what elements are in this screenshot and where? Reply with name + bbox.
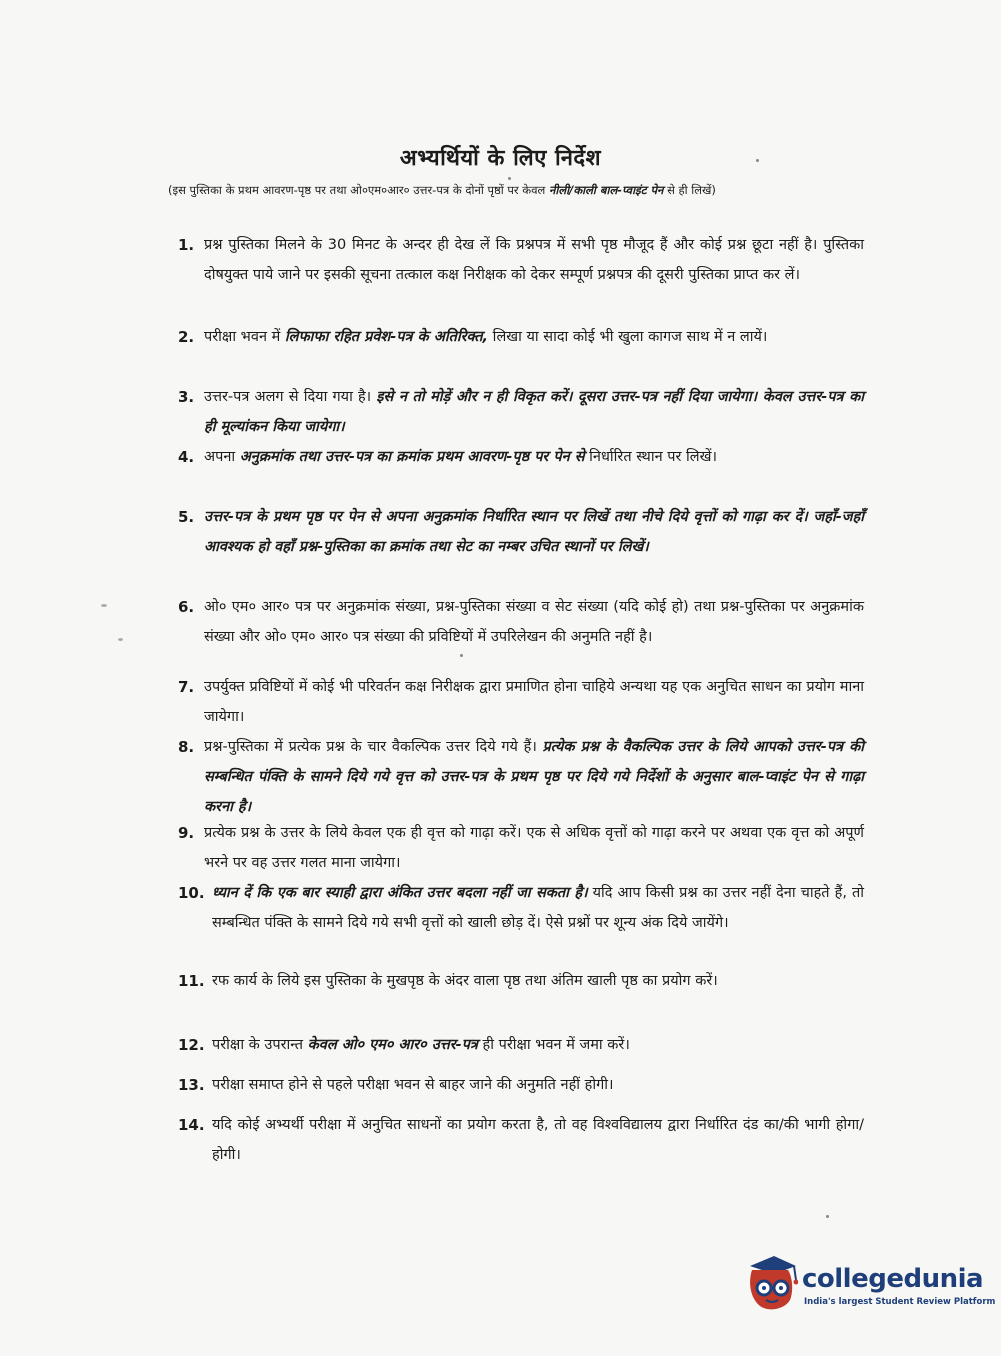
item-number: 6. [178, 598, 195, 616]
item-number: 7. [178, 678, 195, 696]
item-number: 11. [178, 972, 205, 990]
item-number: 2. [178, 328, 195, 346]
item-text-plain: प्रश्न-पुस्तिका में प्रत्येक प्रश्न के चार वैकल्पिक उत्तर दिये गये हैं। [204, 739, 543, 755]
item-number: 1. [178, 236, 195, 254]
item-text-emphasis: अनुक्रमांक तथा उत्तर-पत्र का क्रमांक प्रथम आवरण-पृष्ठ पर पेन से [239, 449, 585, 465]
scan-speck [756, 159, 759, 162]
item-text-emphasis: लिफाफा रहित प्रवेश-पत्र के अतिरिक्त, [284, 329, 489, 345]
item-number: 4. [178, 448, 195, 466]
item-text [204, 442, 864, 472]
scan-speck [508, 177, 511, 180]
subtitle-prefix: (इस पुस्तिका के प्रथम आवरण-पृष्ठ पर तथा ओ०एम०आर० उत्तर-पत्र के दोनों पृष्ठों पर केवल [168, 183, 549, 197]
item-text: प्रत्येक प्रश्न के उत्तर के लिये केवल एक ही वृत्त को गाढ़ा करें। एक से अधिक वृत्तों को गाढ़ा करने पर अथवा एक वृत्त को अपूर्ण भरने पर वह उत्तर गलत माना जायेगा। [204, 825, 864, 871]
item-number: 12. [178, 1036, 205, 1054]
item-text-emphasis: इसे न तो मोड़ें और न ही विकृत करें। दूसरा उत्तर-पत्र नहीं दिया जायेगा। केवल उत्तर-पत्र का ही मूल्यांकन किया जायेगा। [204, 389, 864, 435]
item-text-emphasis: ध्यान दें कि एक बार स्याही द्वारा अंकित उत्तर बदला नहीं जा सकता है। [212, 885, 588, 901]
brand-tagline: India's largest Student Review Platform [804, 1297, 996, 1307]
item-number: 8. [178, 738, 195, 756]
page-title: अभ्यर्थियों के लिए निर्देश [399, 146, 602, 171]
item-text: परीक्षा समाप्त होने से पहले परीक्षा भवन से बाहर जाने की अनुमति नहीं होगी। [212, 1077, 614, 1093]
item-text-plain: परीक्षा के उपरान्त [212, 1037, 308, 1053]
item-text [204, 732, 864, 822]
item-text [212, 1030, 864, 1060]
item-text: रफ कार्य के लिये इस पुस्तिका के मुखपृष्ठ के अंदर वाला पृष्ठ तथा अंतिम खाली पृष्ठ का प्रयोग करें। [212, 973, 718, 989]
item-text-plain: लिखा या सादा कोई भी खुला कागज साथ में न लायें। [488, 329, 768, 345]
item-text: यदि कोई अभ्यर्थी परीक्षा में अनुचित साधनों का प्रयोग करता है, तो वह विश्वविद्यालय द्वारा निर्धारित दंड का/की भागी होगा/होगी। [212, 1117, 864, 1163]
item-text-plain: परीक्षा भवन में [204, 329, 285, 345]
item-text [204, 382, 864, 442]
mascot-icon [744, 1252, 798, 1312]
item-text: ओ० एम० आर० पत्र पर अनुक्रमांक संख्या, प्रश्न-पुस्तिका संख्या व सेट संख्या (यदि कोई हो) तथा प्रश्न-पुस्तिका पर अनुक्रमांक संख्या और ओ० एम० आर० पत्र संख्या की प्रविष्टियों में उपरिलेखन की अनुमति नहीं है। [204, 599, 864, 645]
item-text-emphasis: उत्तर-पत्र के प्रथम पृष्ठ पर पेन से अपना अनुक्रमांक निर्धारित स्थान पर लिखें तथा नीचे दिये वृत्तों को गाढ़ा कर दें। जहाँ-जहाँ आवश्यक हो वहाँ प्रश्न-पुस्तिका का क्रमांक तथा सेट का नम्बर उचित स्थानों पर लिखें। [204, 509, 864, 555]
item-number: 3. [178, 388, 195, 406]
item-text: उपर्युक्त प्रविष्टियों में कोई भी परिवर्तन कक्ष निरीक्षक द्वारा प्रमाणित होना चाहिये अन्यथा यह एक अनुचित साधन का प्रयोग माना जायेगा। [204, 679, 864, 725]
item-text-plain: निर्धारित स्थान पर लिखें। [584, 449, 717, 465]
item-number: 10. [178, 884, 205, 902]
subtitle-suffix: से ही लिखें) [663, 183, 716, 197]
brand-name: collegedunia [802, 1264, 984, 1294]
item-text-plain: यदि आप किसी प्रश्न का उत्तर नहीं देना चाहते हैं, तो सम्बन्धित पंक्ति के सामने दिये गये सभी वृत्तों को खाली छोड़ दें। ऐसे प्रश्नों पर शून्य अंक दिये जायेंगे। [212, 885, 864, 931]
scan-speck [101, 604, 107, 607]
item-number: 5. [178, 508, 195, 526]
item-text-emphasis: केवल ओ० एम० आर० उत्तर-पत्र [307, 1037, 478, 1053]
item-text [212, 878, 864, 938]
item-number: 9. [178, 824, 195, 842]
item-text-plain: अपना [204, 449, 240, 465]
item-text: प्रश्न पुस्तिका मिलने के 30 मिनट के अन्दर ही देख लें कि प्रश्नपत्र में सभी पृष्ठ मौजूद हैं और कोई प्रश्न छूटा नहीं है। पुस्तिका दोषयुक्त पाये जाने पर इसकी सूचना तत्काल कक्ष निरीक्षक को देकर सम्पूर्ण प्रश्नपत्र की दूसरी पुस्तिका प्राप्त कर लें। [204, 237, 864, 283]
item-text [204, 502, 864, 562]
item-number: 14. [178, 1116, 205, 1134]
page-subtitle [168, 183, 848, 198]
scan-speck [118, 638, 123, 641]
subtitle-emphasis: नीली/काली बाल-प्वाइंट पेन [548, 183, 664, 197]
item-text-plain: उत्तर-पत्र अलग से दिया गया है। [204, 389, 377, 405]
scan-speck [826, 1215, 829, 1218]
item-number: 13. [178, 1076, 205, 1094]
item-text [204, 322, 864, 352]
collegedunia-logo [744, 1252, 996, 1316]
item-text-plain: ही परीक्षा भवन में जमा करें। [477, 1037, 630, 1053]
item-text-emphasis: प्रत्येक प्रश्न के वैकल्पिक उत्तर के लिये आपको उत्तर-पत्र की सम्बन्धित पंक्ति के सामने दिये गये वृत्त को उत्तर-पत्र के प्रथम पृष्ठ पर दिये गये निर्देशों के अनुसार बाल-प्वाइंट पेन से गाढ़ा करना है। [204, 739, 864, 815]
scan-speck [460, 654, 463, 657]
